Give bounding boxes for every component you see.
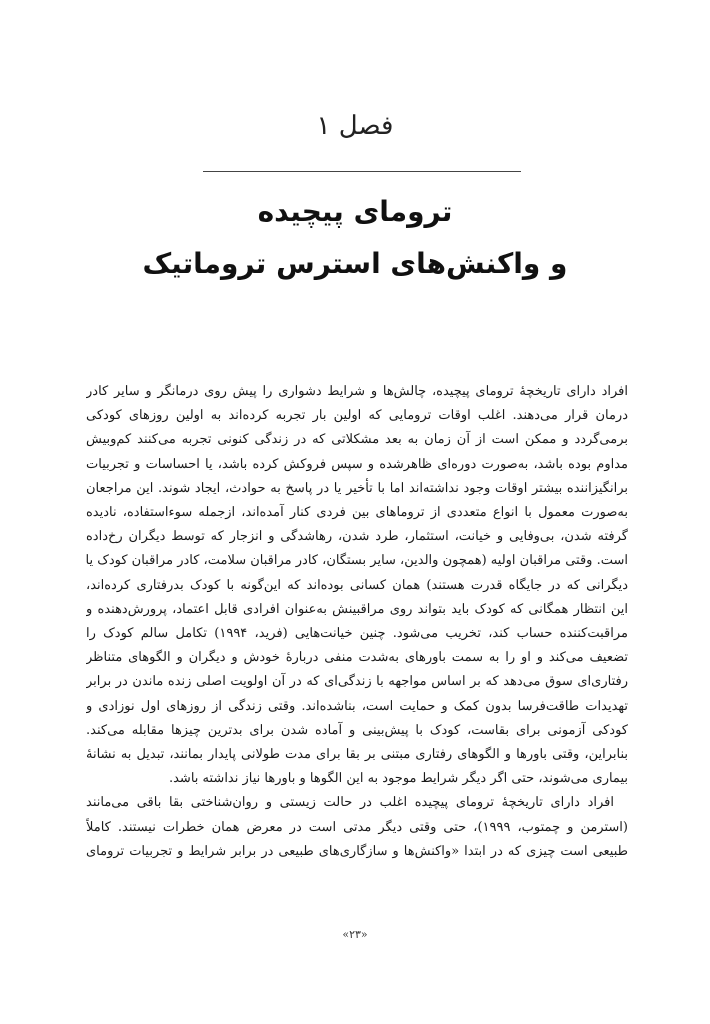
body-line: تضعیف می‌کند و او را به سمت باورهای به‌شدت منفی دربارهٔ خودش و دیگران و الگوهای متناظر <box>86 650 628 666</box>
body-line: درمان قرار می‌دهند. اغلب اوقات ترومایی که اولین بار تجربه کرده‌اند به اولین روزهای کودکی <box>86 408 628 424</box>
body-line: افراد دارای تاریخچهٔ ترومای پیچیده اغلب در حالت زیستی و روان‌شناختی بقا باقی می‌مانند <box>86 795 614 811</box>
body-line: است. وقتی مراقبان اولیه (همچون والدین، سایر بستگان، کادر مراقبان سلامت، کادر مراقبان کودک یا <box>86 553 628 569</box>
body-line: به‌صورت معمول با انواع متعددی از تروماهای بین فردی کنار آمده‌اند، ازجمله سوءاستفاده، نادیده <box>86 505 628 521</box>
body-line: (استرمن و چمتوب، ۱۹۹۹)، حتی وقتی دیگر مدتی است در معرض همان خطرات نیستند. کاملاً <box>86 819 628 835</box>
body-line: برانگیزاننده بیشتر اوقات وجود نداشته‌اند اما با تأخیر یا در پاسخ به حوادث، ایجاد شوند. این مراجعان <box>86 480 628 496</box>
chapter-label: فصل ۱ <box>316 111 394 141</box>
body-line: بنابراین، وقتی باورها و الگوهای رفتاری مبتنی بر بقا برای مدت طولانی پایدار بمانند، تبدیل به نشانهٔ <box>86 747 628 763</box>
body-line: طبیعی است چیزی که در ابتدا «واکنش‌ها و سازگاری‌های طبیعی در برابر شرایط و تجربیات ترومای <box>86 843 628 859</box>
body-line: بیماری می‌شوند، حتی اگر دیگر شرایط موجود به این الگوها و باورها نیاز نداشته باشد. <box>168 771 628 787</box>
body-line: افراد دارای تاریخچهٔ ترومای پیچیده، چالش‌ها و شرایط دشواری را پیش روی درمانگر و سایر کادر <box>86 384 628 399</box>
body-line: دیگرانی که در جایگاه قدرت هستند) همان کسانی بوده‌اند که این‌گونه با کودک بدرفتاری کرده‌اند، <box>86 577 628 593</box>
body-line: تهدیدات طاقت‌فرسا بدون کمک و حمایت است، بناشده‌اند. وقتی زندگی از روزهای اول نوزادی و <box>86 698 628 714</box>
chapter-divider <box>203 171 521 172</box>
body-text <box>86 380 628 864</box>
chapter-title <box>0 186 710 290</box>
body-line: برمی‌گردد و ممکن است از آن زمان به بعد مشکلاتی که در زندگی کنونی تجربه می‌کنند کم‌وبیش <box>86 432 628 448</box>
body-line: این انتظار همگانی که کودک باید بتواند روی مراقبینش به‌عنوان افرادی قابل اعتماد، پرورش‌دهنده و <box>86 601 628 617</box>
body-line: کودکی آزمونی برای بقاست، کودک با پیش‌بینی و آماده شدن برای بدترین چیزها مقابله می‌کند. <box>86 722 628 738</box>
chapter-title-line-2: و واکنش‌های استرس تروماتیک <box>142 247 568 280</box>
body-line: مداوم بوده باشد، به‌صورت دوره‌ای ظاهرشده و سپس فروکش کرده باشد، یا احساسات و تجربیات <box>86 456 628 472</box>
chapter-title-line-1: ترومای پیچیده <box>257 195 453 228</box>
body-line: رفتاری‌ای سوق می‌دهد که بر اساس مواجهه با زندگی‌ای که در آن اولویت اصلی زنده ماندن در برابر <box>86 674 628 690</box>
body-line: گرفته شدن، بی‌وفایی و خیانت، استثمار، طرد شدن، رهاشدگی و انزجار که توسط دیگران رخ‌داده <box>86 529 628 545</box>
page-number: «۲۳» <box>342 928 368 941</box>
body-line: مراقبت‌کننده حساب کند، تخریب می‌شود. چنین خیانت‌هایی (فرید، ۱۹۹۴) تکامل سالم کودک را <box>86 626 628 642</box>
